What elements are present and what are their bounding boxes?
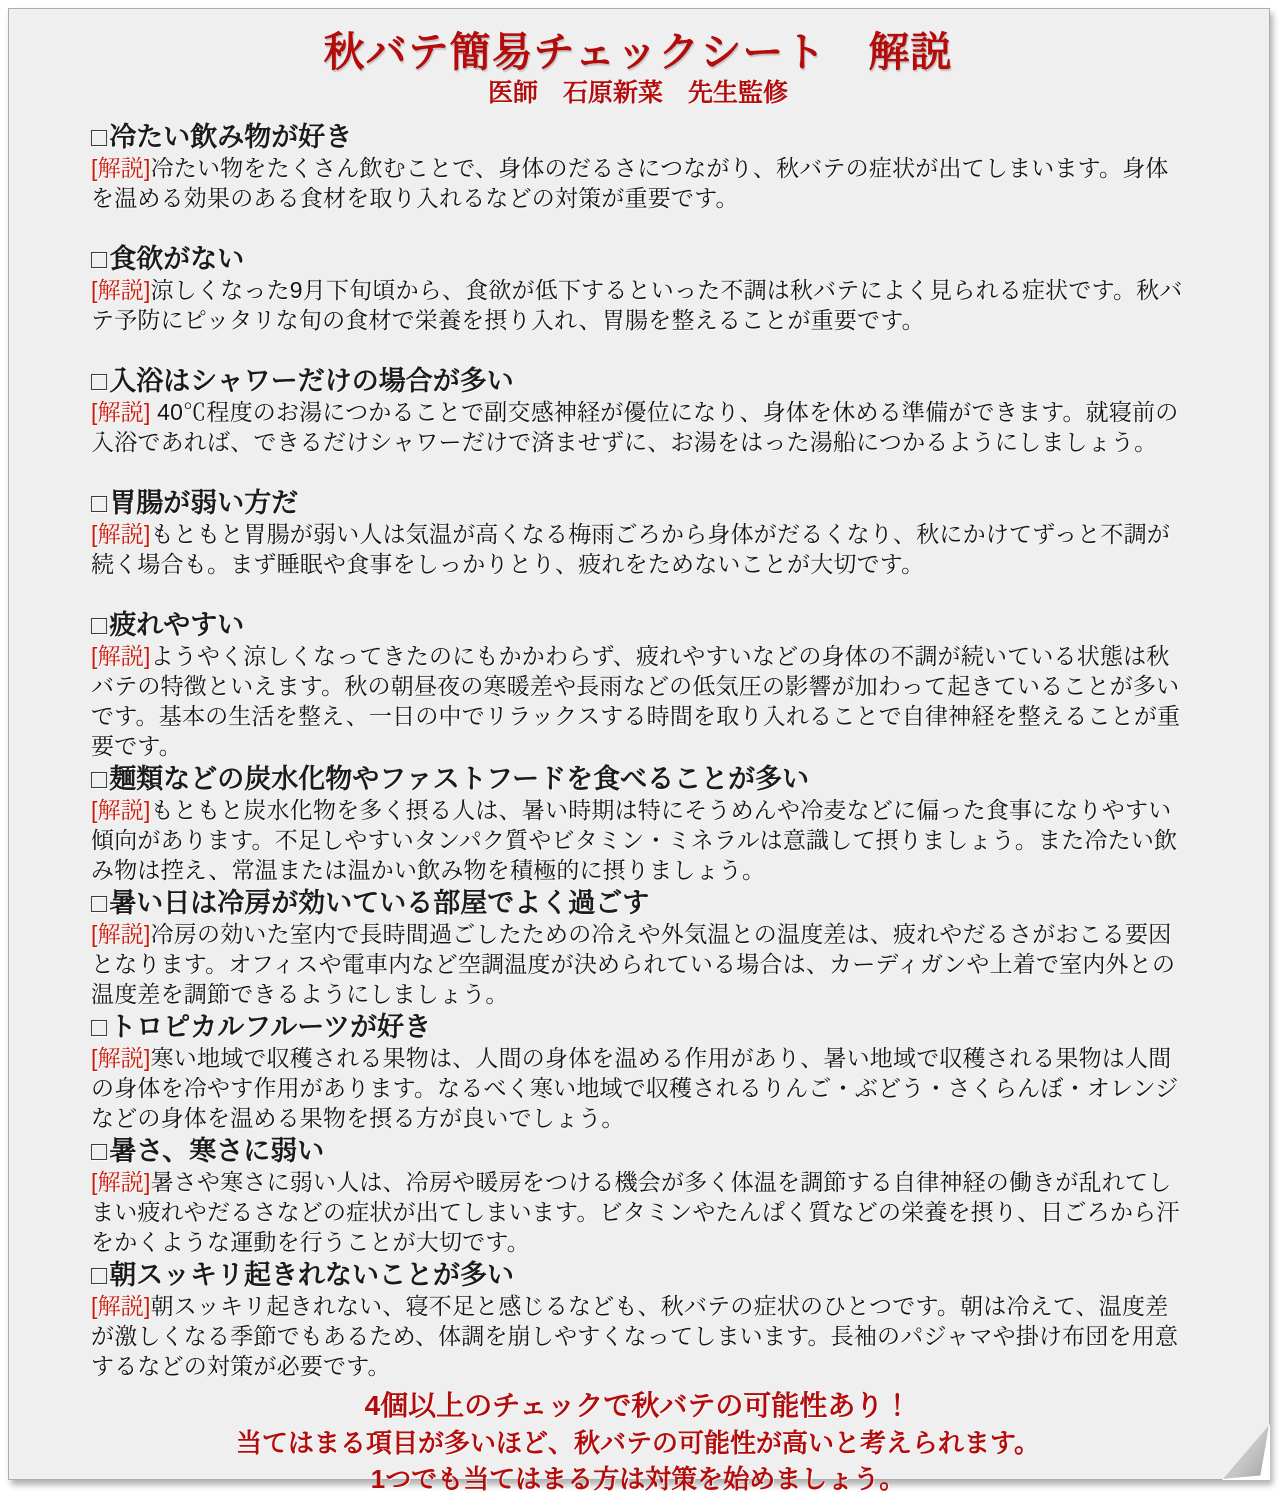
item-explanation <box>91 795 1185 885</box>
kaisetsu-tag: [解説] <box>91 797 151 823</box>
kaisetsu-tag: [解説] <box>91 1293 151 1319</box>
kaisetsu-tag: [解説] <box>91 399 151 425</box>
item-heading <box>91 365 1185 397</box>
checklist-item <box>91 243 1185 335</box>
checklist <box>91 121 1185 1381</box>
item-label: 朝スッキリ起きれないことが多い <box>109 1260 515 1290</box>
checklist-item <box>91 763 1185 885</box>
checklist-item <box>91 609 1185 761</box>
checkbox-glyph: □ <box>91 888 108 918</box>
item-heading <box>91 121 1185 153</box>
checkbox-glyph: □ <box>91 366 108 396</box>
checkbox-glyph: □ <box>91 1136 108 1166</box>
footer-note <box>91 1387 1185 1497</box>
footer-line-3: 1つでも当てはまる方は対策を始めましょう。 <box>370 1464 906 1494</box>
item-heading <box>91 763 1185 795</box>
item-label: 暑い日は冷房が効いている部屋でよく過ごす <box>109 888 650 918</box>
item-explanation <box>91 919 1185 1009</box>
item-heading <box>91 1135 1185 1167</box>
item-explanation <box>91 153 1185 213</box>
explanation-text: 冷房の効いた室内で長時間過ごしたための冷えや外気温との温度差は、疲れやだるさがおこる要因となります。オフィスや電車内など空調温度が決められている場合は、カーディガンや上着で室内外との温度差を調節できるようにしましょう。 <box>91 921 1176 1007</box>
explanation-text: 暑さや寒さに弱い人は、冷房や暖房をつける機会が多く体温を調節する自律神経の働きが乱れてしまい疲れやだるさなどの症状が出てしまいます。ビタミンやたんぱく質などの栄養を摂り、日ごろから汗をかくような運動を行うことが大切です。 <box>91 1169 1180 1255</box>
kaisetsu-tag: [解説] <box>91 643 151 669</box>
item-label: 冷たい飲み物が好き <box>109 122 353 152</box>
checkbox-glyph: □ <box>91 244 108 274</box>
item-explanation <box>91 1043 1185 1133</box>
item-label: 疲れやすい <box>109 610 245 640</box>
checkbox-glyph: □ <box>91 610 108 640</box>
explanation-text: もともと胃腸が弱い人は気温が高くなる梅雨ごろから身体がだるくなり、秋にかけてずっと不調が続く場合も。まず睡眠や食事をしっかりとり、疲れをためないことが大切です。 <box>91 521 1171 577</box>
checkbox-glyph: □ <box>91 764 108 794</box>
explanation-text: ようやく涼しくなってきたのにもかかわらず、疲れやすいなどの身体の不調が続いている状態は秋バテの特徴といえます。秋の朝昼夜の寒暖差や長雨などの低気圧の影響が加わって起きていることが多いです。基本の生活を整え、一日の中でリラックスする時間を取り入れることで自律神経を整えることが重要です。 <box>91 643 1181 759</box>
item-label: 入浴はシャワーだけの場合が多い <box>109 366 514 396</box>
checkbox-glyph: □ <box>91 1012 108 1042</box>
explanation-text: 涼しくなった9月下旬頃から、食欲が低下するといった不調は秋バテによく見られる症状です。秋バテ予防にピッタリな旬の食材で栄養を摂り入れ、胃腸を整えることが重要です。 <box>91 277 1183 333</box>
kaisetsu-tag: [解説] <box>91 155 151 181</box>
checkbox-glyph: □ <box>91 1260 108 1290</box>
checklist-item <box>91 1259 1185 1381</box>
item-explanation <box>91 641 1185 761</box>
item-label: トロピカルフルーツが好き <box>109 1012 432 1042</box>
footer-line-2: 当てはまる項目が多いほど、秋バテの可能性が高いと考えられます。 <box>236 1428 1040 1458</box>
item-heading <box>91 243 1185 275</box>
explanation-text: もともと炭水化物を多く摂る人は、暑い時期は特にそうめんや冷麦などに偏った食事になりやすい傾向があります。不足しやすいタンパク質やビタミン・ミネラルは意識して摂りましょう。また冷たい飲み物は控え、常温または温かい飲み物を積極的に摂りましょう。 <box>91 797 1178 883</box>
kaisetsu-tag: [解説] <box>91 277 151 303</box>
item-heading <box>91 609 1185 641</box>
checkbox-glyph: □ <box>91 122 108 152</box>
kaisetsu-tag: [解説] <box>91 1169 151 1195</box>
checklist-item <box>91 365 1185 457</box>
checklist-item <box>91 887 1185 1009</box>
checklist-item <box>91 1011 1185 1133</box>
page-curl <box>1222 1424 1270 1480</box>
page-subtitle: 医師 石原新菜 先生監修 <box>487 79 788 107</box>
item-heading <box>91 887 1185 919</box>
checkbox-glyph: □ <box>91 488 108 518</box>
checklist-item <box>91 1135 1185 1257</box>
explanation-text: 寒い地域で収穫される果物は、人間の身体を温める作用があり、暑い地域で収穫される果物は人間の身体を冷やす作用があります。なるべく寒い地域で収穫されるりんご・ぶどう・さくらんぼ・オレンジなどの身体を温める果物を摂る方が良いでしょう。 <box>91 1045 1179 1131</box>
kaisetsu-tag: [解説] <box>91 1045 151 1071</box>
checklist-item <box>91 121 1185 213</box>
item-explanation <box>91 519 1185 579</box>
footer-line-1: 4個以上のチェックで秋バテの可能性あり！ <box>364 1390 912 1421</box>
item-label: 麺類などの炭水化物やファストフードを食べることが多い <box>109 764 810 794</box>
page-title: 秋バテ簡易チェックシート 解説 <box>323 29 953 75</box>
item-explanation <box>91 275 1185 335</box>
explanation-text: 冷たい物をたくさん飲むことで、身体のだるさにつながり、秋バテの症状が出てしまいます。身体を温める効果のある食材を取り入れるなどの対策が重要です。 <box>91 155 1169 211</box>
item-heading <box>91 1259 1185 1291</box>
kaisetsu-tag: [解説] <box>91 921 151 947</box>
item-explanation <box>91 397 1185 457</box>
item-label: 暑さ、寒さに弱い <box>109 1136 325 1166</box>
explanation-text: 40℃程度のお湯につかることで副交感神経が優位になり、身体を休める準備ができます。就寝前の入浴であれば、できるだけシャワーだけで済ませずに、お湯をはった湯船につかるようにしましょう。 <box>91 399 1179 455</box>
kaisetsu-tag: [解説] <box>91 521 151 547</box>
sheet-content <box>9 9 1269 1494</box>
item-label: 胃腸が弱い方だ <box>109 488 299 518</box>
item-label: 食欲がない <box>109 244 245 274</box>
check-sheet <box>8 8 1270 1494</box>
item-heading <box>91 1011 1185 1043</box>
item-explanation <box>91 1291 1185 1381</box>
checklist-item <box>91 487 1185 579</box>
explanation-text: 朝スッキリ起きれない、寝不足と感じるなども、秋バテの症状のひとつです。朝は冷えて、温度差が激しくなる季節でもあるため、体調を崩しやすくなってしまいます。長袖のパジャマや掛け布団を用意するなどの対策が必要です。 <box>91 1293 1179 1379</box>
item-explanation <box>91 1167 1185 1257</box>
item-heading <box>91 487 1185 519</box>
